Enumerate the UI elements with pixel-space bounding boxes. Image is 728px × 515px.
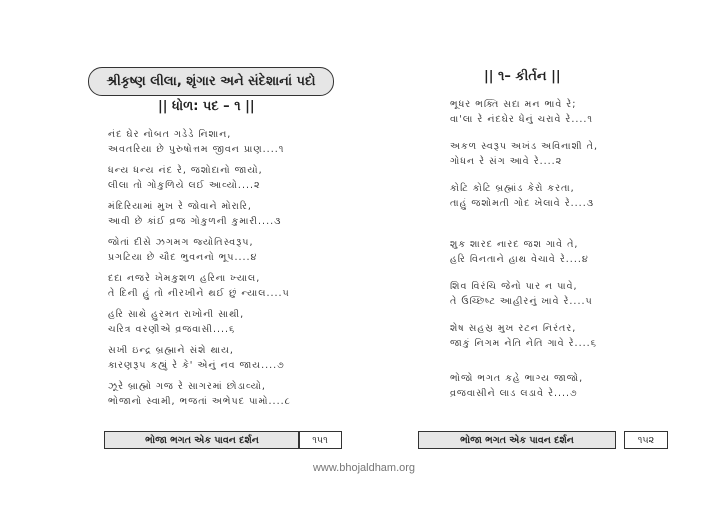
verse-line: અવતરિયા છે પુરુષોત્તમ જીવન પ્રાણ....૧ bbox=[108, 144, 285, 155]
verse-line: ધન્ય ધન્ય નંદ રે, જશોદાનો જાયો, bbox=[108, 165, 263, 176]
verse-line: તે દિની હું તો નીરખીને થઈ છું ન્યાલ....૫ bbox=[108, 288, 290, 299]
verse-line: લીલા તો ગોકુળિયે લઈ આવ્યો....૨ bbox=[108, 180, 261, 191]
left-page bbox=[88, 57, 358, 455]
verse-line: કોટિ કોટિ બ્રહ્માંડ કેરો કરતા, bbox=[450, 183, 575, 194]
verse-line: ચરિત્ર વરણીએ વ્રજવાસી....૬ bbox=[108, 324, 236, 335]
footer-book-title: ભોજા ભગત એક પાવન દર્શન bbox=[104, 431, 300, 449]
verse-line: તાહું જશોમતી ગોદ ખેલાવે રે....૩ bbox=[450, 198, 595, 209]
page-title: શ્રીકૃષ્ણ લીલા, શૃંગાર અને સંદેશાનાં પદો bbox=[88, 67, 334, 96]
verse-line: કારણરૂપ કહ્યું રે કે' એનું નવ જાય....૭ bbox=[108, 360, 285, 371]
footer-book-title: ભોજા ભગત એક પાવન દર્શન bbox=[418, 431, 616, 449]
stanza bbox=[450, 371, 583, 401]
verse-line: વા'લા રે નંદઘેર ધેનું ચરાવે રે....૧ bbox=[450, 114, 594, 125]
right-page bbox=[418, 57, 690, 455]
verse-line: ઝૂરે બ્રાહ્મો ગજ રે સાગરમાં છોડાવ્યો, bbox=[108, 381, 266, 392]
stanza bbox=[450, 181, 594, 211]
verse-line: ભૂધર ભક્તિ સદા મન ભાવે રે; bbox=[450, 99, 577, 110]
stanza bbox=[108, 199, 281, 229]
verse-line: શેષ સહસ્ર મુખ રટન નિરંતર, bbox=[450, 323, 577, 334]
page-number: ૧૫૧ bbox=[298, 431, 342, 449]
verse-line: જાકું નિગમ નેતિ નેતિ ગાવે રે....૬ bbox=[450, 338, 597, 349]
stanza bbox=[108, 379, 291, 409]
stanza bbox=[108, 127, 284, 157]
stanza bbox=[108, 343, 285, 373]
stanza bbox=[108, 307, 244, 337]
stanza bbox=[450, 321, 597, 351]
stanza bbox=[450, 237, 589, 267]
verse-line: શુક શારદ નારદ જશ ગાવે તે, bbox=[450, 239, 579, 250]
stanza bbox=[108, 271, 290, 301]
verse-line: શિવ વિરંચિ જેનો પાર ન પાવે, bbox=[450, 281, 578, 292]
verse-line: મંદિરિયામાં મુખ રે જોવાને મોરારિ, bbox=[108, 201, 252, 212]
website-url[interactable]: www.bhojaldham.org bbox=[312, 462, 416, 474]
verse-line: આવી છે કાંઈ વ્રજ ગોકુળની કુમારી....૩ bbox=[108, 216, 282, 227]
kirtan-title: || ૧– કીર્તન || bbox=[484, 69, 561, 84]
verse-line: નંદ ઘેર નોબત ગડેડે નિશાન, bbox=[108, 129, 232, 140]
verse-line: ગોધન રે સંગ આવે રે....૨ bbox=[450, 156, 563, 167]
verse-line: ભોજાનો સ્વામી, ભજતાં અભેપદ પામો....૮ bbox=[108, 396, 291, 407]
stanza bbox=[450, 97, 593, 127]
verse-line: ભોજો ભગત કહે ભાગ્ય જાજો, bbox=[450, 373, 584, 384]
verse-line: હરિ વિનતાને હાથ વેચાવે રે....૪ bbox=[450, 254, 589, 265]
verse-line: હરિ સાથે હુરમત રાખોની સાથી, bbox=[108, 309, 245, 320]
verse-line: તે ઉચ્છિષ્ટ આહીરનું ખાવે રે....૫ bbox=[450, 296, 593, 307]
stanza bbox=[108, 235, 257, 265]
stanza bbox=[450, 279, 593, 309]
stanza bbox=[450, 139, 598, 169]
stanza bbox=[108, 163, 263, 193]
verse-line: દદા નજરે ખેમકુશળ હરિના ખ્યાલ, bbox=[108, 273, 261, 284]
verse-line: અકળ સ્વરૂપ અખંડ અવિનાશી તે, bbox=[450, 141, 598, 152]
verse-line: સખી ઇન્દ્ર બ્રહ્માને સંશે થાય, bbox=[108, 345, 234, 356]
verse-line: જોતાં દીસે ઝગમગ જ્યોતિસ્વરૂપ, bbox=[108, 237, 254, 248]
page-number: ૧૫૨ bbox=[624, 431, 668, 449]
verse-line: વ્રજવાસીને લાડ લડાવે રે....૭ bbox=[450, 388, 578, 399]
verse-line: પ્રગટિયા છે ચૌદ ભુવનનો ભૂપ....૪ bbox=[108, 252, 258, 263]
pad-heading: || ધોળ: પદ – ૧ || bbox=[158, 99, 255, 114]
